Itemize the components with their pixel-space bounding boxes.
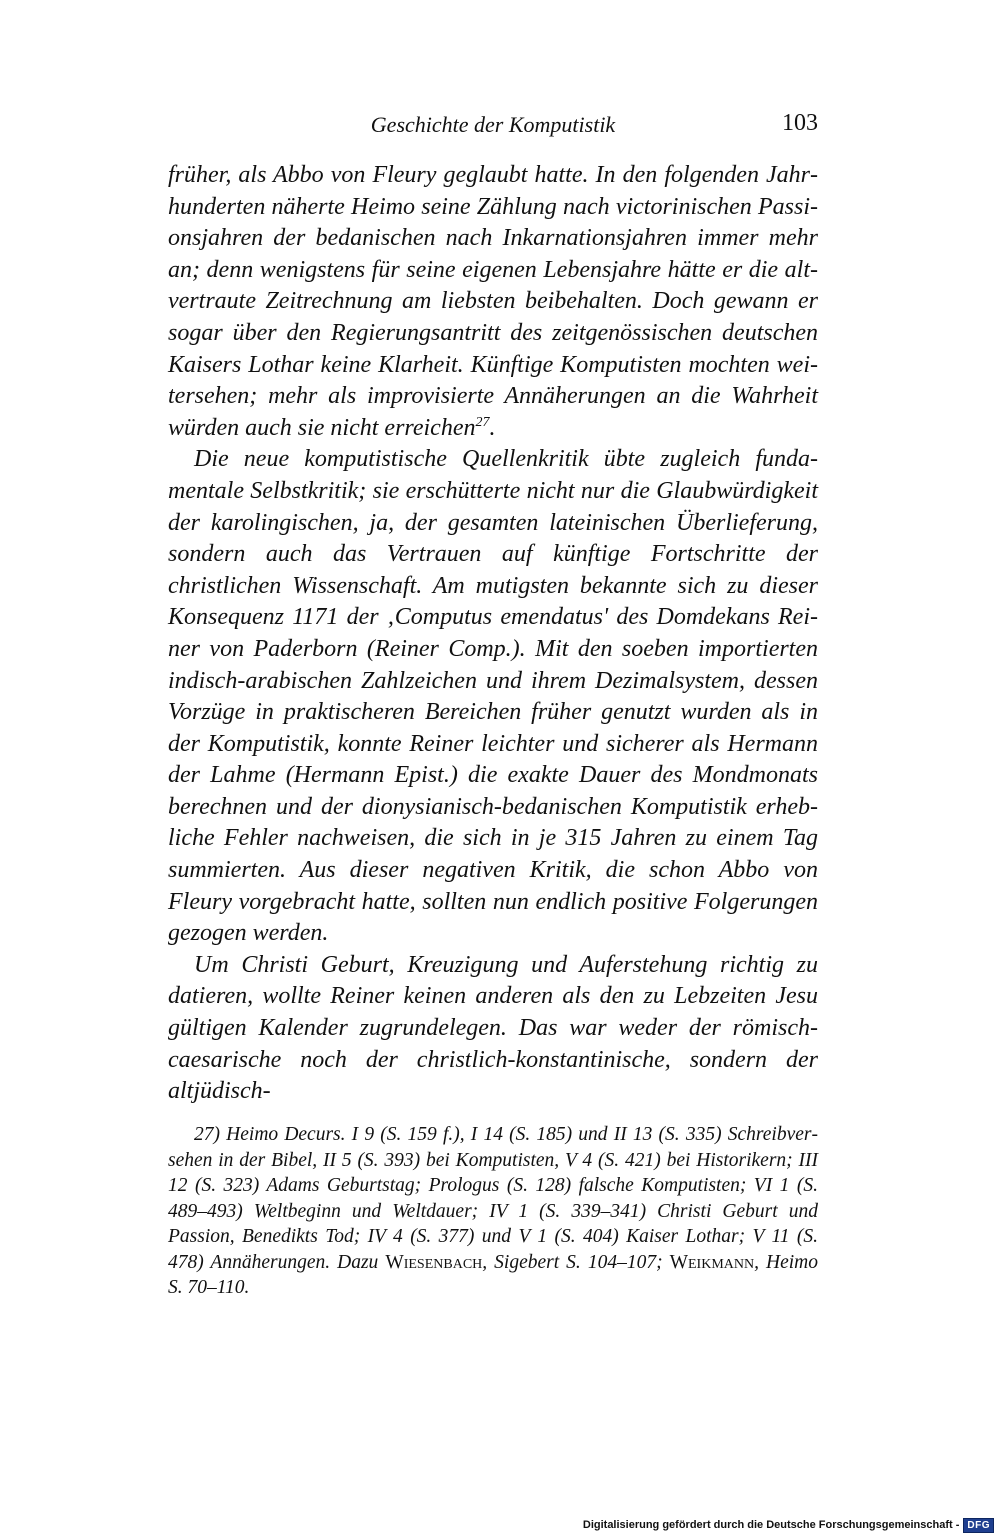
dfg-logo-icon: DFG (963, 1518, 994, 1533)
running-title: Geschichte der Komputistik (370, 112, 616, 137)
footnote-author-weikmann: Weikmann (669, 1251, 755, 1273)
footnote-27 (168, 1122, 818, 1301)
paragraph-2: Die neue komputistische Quellenkritik übte zugleich fundamentale Selbstkritik; sie erschütterte nicht nur die Glaubwürdigkeit der karolingischen, ja, der gesamten lateinischen Überlieferung, sondern auch das Vertrauen auf künftige Fortschritte der christlichen Wissenschaft. Am mutigsten bekannte sich zu dieser Konsequenz 1171 der ‚Computus emendatus' des Domdekans Reiner von Paderborn (Reiner Comp.). Mit den soeben importierten indisch-arabischen Zahlzeichen und ihrem Dezimalsystem, dessen Vorzüge in praktischeren Bereichen früher genutzt wurden als in der Komputistik, konnte Reiner leichter und sicherer als Hermann der Lahme (Hermann Epist.) die exakte Dauer des Mondmonats berechnen und der dionysianisch-bedanischen Komputistik erhebliche Fehler nachweisen, die sich in je 315 Jahren zu einem Tag summierten. Aus dieser negativen Kritik, die schon Abbo von Fleury vorgebracht hatte, sollten nun endlich positive Folgerungen gezogen werden. (168, 446, 818, 947)
body-text (168, 160, 818, 1108)
footnotes (168, 1122, 818, 1301)
footnote-author-wiesenbach: Wiesenbach (385, 1251, 483, 1273)
digitization-notice (583, 1516, 994, 1534)
paragraph-3: Um Christi Geburt, Kreuzigung und Auferstehung richtig zu datieren, wollte Reiner keinen anderen als den zu Lebzeiten Jesu gültigen Kalender zugrundelegen. Das war weder der römisch-caesarische noch der christlich-konstantinische, sondern der altjüdisch- (168, 951, 818, 1105)
footnote-reference-27[interactable]: 27 (475, 414, 490, 430)
paragraph-1-end: . (489, 414, 496, 441)
running-head (168, 112, 818, 144)
paragraph-1-text: früher, als Abbo von Fleury geglaubt hatte. In den folgenden Jahrhunderten näherte Heimo seine Zählung nach victorinischen Passionsjahren der bedanischen nach Inkarnationsjahren immer mehr an; denn wenigstens für seine eigenen Lebensjahre hätte er die altvertraute Zeitrechnung am liebsten beibehalten. Doch gewann er sogar über den Regierungsantritt des zeitgenössischen deutschen Kaisers Lothar keine Klarheit. Künftige Komputisten mochten weitersehen; mehr als improvisierte Annäherungen an die Wahrheit würden auch sie nicht erreichen (168, 162, 818, 441)
page-number: 103 (782, 110, 818, 136)
footnote-27-mid: , Sigebert S. 104–107; (482, 1251, 670, 1273)
footnote-27-text: 27) Heimo Decurs. I 9 (S. 159 f.), I 14 (S. 185) und II 13 (S. 335) Schreibversehen in der Bibel, II 5 (S. 393) bei Komputisten, V 4 (S. 421) bei Historikern; III 12 (S. 323) Adams Geburtstag; Prologus (S. 128) falsche Komputisten; VI 1 (S. 489–493) Weltbeginn und Weltdauer; IV 1 (S. 339–341) Christi Geburt und Passion, Benedikts Tod; IV 4 (S. 377) und V 1 (S. 404) Kaiser Lothar; V 11 (S. 478) Annäherungen. Dazu (168, 1124, 818, 1273)
footnote-27-end: , Heimo S. 70–110. (168, 1251, 818, 1298)
paragraph-1 (168, 160, 818, 444)
digitization-notice-text: Digitalisierung gefördert durch die Deutsche Forschungsgemeinschaft - (582, 1519, 960, 1531)
